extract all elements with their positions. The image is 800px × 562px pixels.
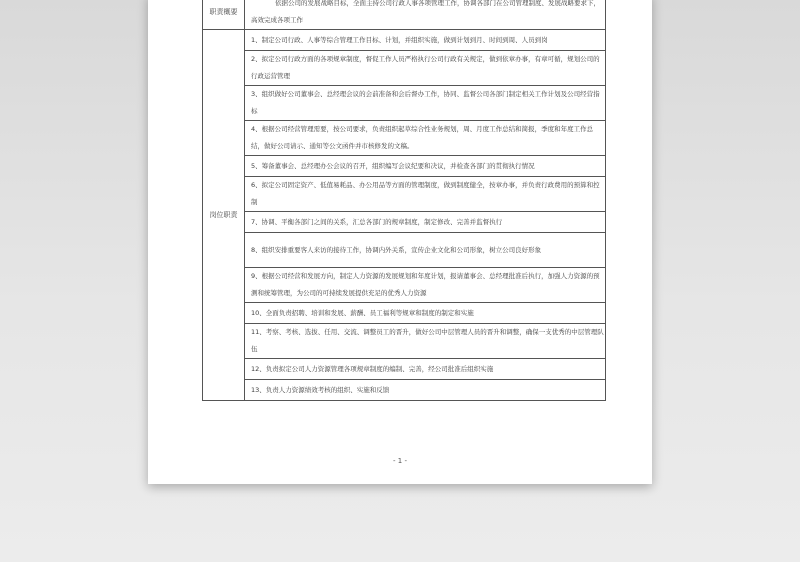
duty-item: 9、根据公司经营和发展方向，制定人力资源的发展规划和年度计划，报请董事会、总经理批准后执行，加强人力资源的预测和统筹管理，为公司的可持续发展提供充足的优秀人力资源 — [245, 268, 606, 303]
duty-item: 13、负责人力资源绩效考核的组织、实施和反馈 — [245, 380, 606, 401]
duty-item: 7、协调、平衡各部门之间的关系，汇总各部门的规章制度，制定修改、完善并监督执行 — [245, 212, 606, 233]
duty-row — [203, 86, 606, 121]
duty-item: 6、拟定公司固定资产、低值易耗品、办公用品等方面的管理制度，做到制度健全，按章办事，并负责行政费用的预算和控制 — [245, 177, 606, 212]
duty-row — [203, 51, 606, 86]
duty-item: 12、负责拟定公司人力资源管理各项规章制度的编制、完善，经公司批准后组织实施 — [245, 359, 606, 380]
duty-item: 4、根据公司经营管理需要，按公司要求，负责组织起草综合性业务规划，周、月度工作总结和简报，季度和年度工作总结，做好公司请示、通知等公文函件并市核修发的文稿。 — [245, 121, 606, 156]
document-page — [148, 0, 652, 484]
duty-row — [203, 30, 606, 51]
duty-item: 11、考察、考核、选拔、任用、交流、调整员工的晋升，做好公司中层管理人员的晋升和调整，确保一支优秀的中层管理队伍 — [245, 324, 606, 359]
duty-row — [203, 212, 606, 233]
duty-row — [203, 359, 606, 380]
summary-text: 依据公司的发展战略目标，全面主持公司行政人事各项管理工作，协调各部门在公司管理制度、发展战略要求下，高效完成各项工作 — [245, 0, 606, 30]
duty-row — [203, 121, 606, 156]
duty-item: 10、全面负责招聘、培训和发展、薪酬、员工福利等规章和制度的制定和实施 — [245, 303, 606, 324]
duty-row — [203, 233, 606, 268]
duty-row — [203, 303, 606, 324]
job-duty-table — [202, 0, 606, 401]
duties-label: 岗位职责 — [203, 30, 245, 401]
summary-label: 职责概要 — [203, 0, 245, 30]
duty-row — [203, 324, 606, 359]
duty-row — [203, 156, 606, 177]
duty-row — [203, 177, 606, 212]
duty-item: 2、拟定公司行政方面的各项规章制度，督促工作人员严格执行公司行政有关规定，做到依章办事，有章可循，规划公司的行政运营管理 — [245, 51, 606, 86]
duty-item: 1、制定公司行政、人事等综合管理工作目标、计划，并组织实施，做到计划到月、时间到周、人员到岗 — [245, 30, 606, 51]
duty-item: 3、组织做好公司董事会、总经理会议的会前准备和会后督办工作，协同、监督公司各部门制定相关工作计划及公司经营指标 — [245, 86, 606, 121]
summary-row — [203, 0, 606, 30]
duty-row — [203, 380, 606, 401]
duty-item: 5、筹备董事会、总经理办公会议的召开，组织编写会议纪要和决议，并检查各部门的贯彻执行情况 — [245, 156, 606, 177]
duty-item: 8、组织安排重要客人来访的接待工作，协调内外关系，宣传企业文化和公司形象，树立公司良好形象 — [245, 233, 606, 268]
duty-row — [203, 268, 606, 303]
page-number: - 1 - — [393, 457, 407, 465]
